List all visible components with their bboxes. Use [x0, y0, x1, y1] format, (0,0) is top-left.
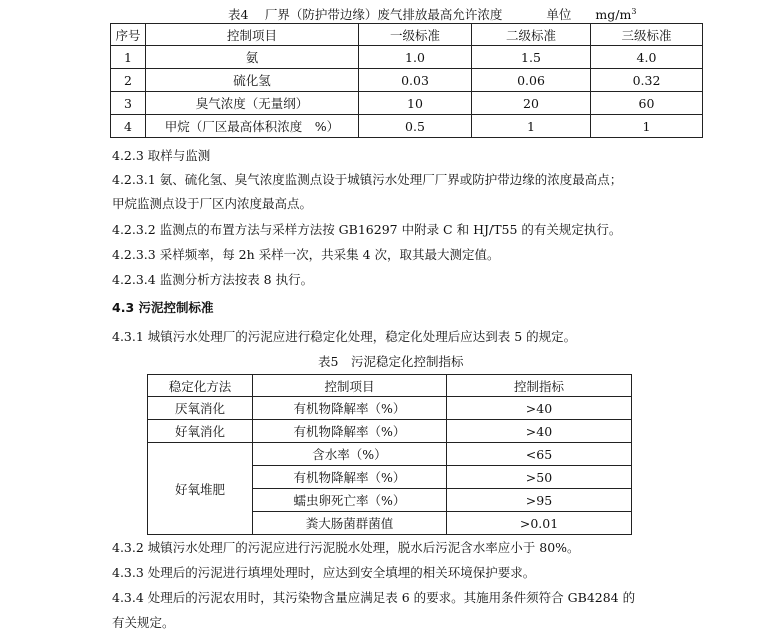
table4-header: 序号	[111, 24, 146, 46]
table-row	[111, 92, 703, 115]
table5-cell: 含水率（%）	[253, 443, 447, 466]
table5-cell: >40	[447, 397, 632, 420]
table4-cell: 臭气浓度（无量纲）	[146, 92, 359, 115]
table5-cell: 有机物降解率（%）	[253, 466, 447, 489]
table4-cell: 1	[111, 46, 146, 69]
table5-header: 稳定化方法	[148, 375, 253, 397]
table5-method: 厌氧消化	[148, 397, 253, 420]
table5-header-row	[148, 375, 632, 397]
table4-header: 二级标准	[472, 24, 591, 46]
table4-header: 控制项目	[146, 24, 359, 46]
table5-header: 控制项目	[253, 375, 447, 397]
table5-cell: 有机物降解率（%）	[253, 420, 447, 443]
table4-cell: 甲烷（厂区最高体积浓度 %）	[146, 115, 359, 138]
table-row	[111, 46, 703, 69]
table4-cell: 3	[111, 92, 146, 115]
table5-cell: >50	[447, 466, 632, 489]
table4-cell: 20	[472, 92, 591, 115]
table4-unit-sup: 3	[631, 6, 637, 16]
table4-caption	[228, 5, 636, 23]
section-heading: 4.3 污泥控制标准	[112, 300, 214, 315]
table5-caption: 表5 污泥稳定化控制指标	[318, 354, 464, 369]
table5-cell: >40	[447, 420, 632, 443]
table4-header: 一级标准	[359, 24, 472, 46]
table4-cell: 0.32	[591, 69, 703, 92]
table-row	[148, 420, 632, 443]
paragraph: 4.2.3.4 监测分析方法按表 8 执行。	[112, 272, 314, 287]
paragraph: 甲烷监测点设于厂区内浓度最高点。	[112, 196, 313, 211]
table4-cell: 4	[111, 115, 146, 138]
table4-cell: 1.0	[359, 46, 472, 69]
table5-cell: 有机物降解率（%）	[253, 397, 447, 420]
table5-cell: 蠕虫卵死亡率（%）	[253, 489, 447, 512]
table4-cell: 氨	[146, 46, 359, 69]
table5-method: 好氧消化	[148, 420, 253, 443]
table4-cell: 0.03	[359, 69, 472, 92]
table5-cell: <65	[447, 443, 632, 466]
table4	[110, 23, 703, 138]
paragraph: 4.2.3.2 监测点的布置方法与采样方法按 GB16297 中附录 C 和 HJ/T55 的有关规定执行。	[112, 222, 622, 237]
table-row	[111, 69, 703, 92]
table5-cell: 粪大肠菌群菌值	[253, 512, 447, 535]
table4-title: 表4 厂界（防护带边缘）废气排放最高允许浓度	[228, 7, 503, 22]
paragraph: 4.3.3 处理后的污泥进行填埋处理时，应达到安全填埋的相关环境保护要求。	[112, 565, 536, 580]
table5-header: 控制指标	[447, 375, 632, 397]
table4-cell: 1	[591, 115, 703, 138]
paragraph: 有关规定。	[112, 615, 175, 630]
paragraph: 4.3.4 处理后的污泥农用时，其污染物含量应满足表 6 的要求。其施用条件须符合 GB4284 的	[112, 590, 636, 605]
paragraph: 4.3.2 城镇污水处理厂的污泥应进行污泥脱水处理，脱水后污泥含水率应小于 80%。	[112, 540, 580, 555]
table5-cell: >0.01	[447, 512, 632, 535]
table4-cell: 0.06	[472, 69, 591, 92]
table4-cell: 0.5	[359, 115, 472, 138]
table4-cell: 60	[591, 92, 703, 115]
table-row	[111, 115, 703, 138]
table5-method: 好氧堆肥	[148, 443, 253, 535]
table4-cell: 2	[111, 69, 146, 92]
paragraph: 4.2.3.3 采样频率，每 2h 采样一次，共采集 4 次，取其最大测定值。	[112, 247, 500, 262]
table4-cell: 1	[472, 115, 591, 138]
table4-unit-label: 单位	[546, 7, 572, 22]
table4-unit-value: mg/m	[595, 7, 632, 22]
paragraph: 4.3.1 城镇污水处理厂的污泥应进行稳定化处理，稳定化处理后应达到表 5 的规定。	[112, 329, 577, 344]
table4-cell: 10	[359, 92, 472, 115]
table5-cell: >95	[447, 489, 632, 512]
table5	[147, 374, 632, 535]
paragraph: 4.2.3.1 氨、硫化氢、臭气浓度监测点设于城镇污水处理厂厂界或防护带边缘的浓度最高点；	[112, 172, 623, 187]
table4-cell: 1.5	[472, 46, 591, 69]
table4-header: 三级标准	[591, 24, 703, 46]
table-row	[148, 443, 632, 466]
paragraph: 4.2.3 取样与监测	[112, 148, 211, 163]
table4-header-row	[111, 24, 703, 46]
table-row	[148, 397, 632, 420]
table4-cell: 硫化氢	[146, 69, 359, 92]
table4-cell: 4.0	[591, 46, 703, 69]
